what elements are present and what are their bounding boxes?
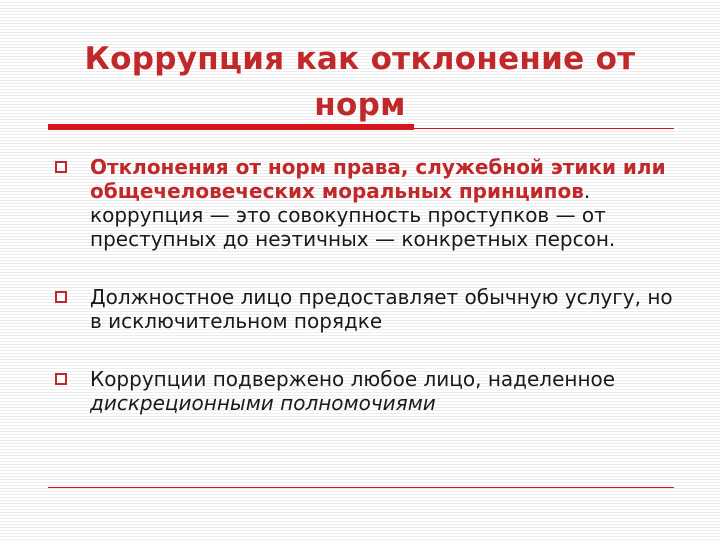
title-underline-thick (48, 124, 414, 130)
bullet-highlight-text: Отклонения от норм права, служебной этики или общечеловеческих моральных принципов (90, 155, 666, 203)
slide-title: Коррупция как отклонение от норм (84, 41, 636, 123)
bottom-divider (48, 487, 674, 488)
checkbox-square-icon (55, 373, 67, 385)
checkbox-square-icon (55, 161, 67, 173)
bullet-list (52, 155, 682, 415)
bullet-text: Коррупции подвержено любое лицо, наделенное (90, 367, 616, 391)
bullet-item-official (52, 285, 682, 333)
bullet-text: Должностное лицо предоставляет обычную услугу, но в исключительном порядке (90, 285, 673, 333)
checkbox-square-icon (55, 291, 67, 303)
bullet-item-deviation (52, 155, 682, 251)
bullet-text: . коррупция — это совокупность проступков — от преступных до неэтичных — конкретных персон. (90, 179, 616, 251)
bullet-item-any-person (52, 367, 682, 415)
bullet-emphasis-text: дискреционными полномочиями (90, 391, 436, 415)
